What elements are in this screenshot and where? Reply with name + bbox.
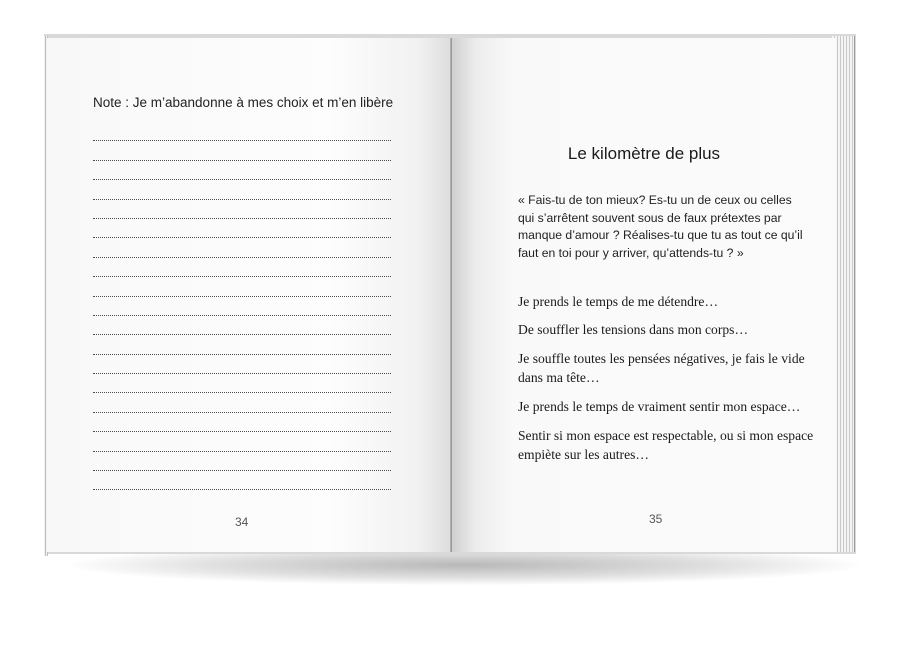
right-page — [452, 38, 836, 552]
body-paragraph: De souffler les tensions dans mon corps… — [518, 322, 749, 337]
dotted-writing-line — [93, 258, 391, 277]
dotted-writing-line — [93, 393, 391, 412]
intro-quote: « Fais-tu de ton mieux? Es-tu un de ceux ou celles qui s’arrêtent souvent sous de faux prétextes par manque d’amour ? Réalises-tu que tu as tout ce qu’il faut en toi pour y arriver, qu’attends-tu ? » — [518, 193, 803, 260]
dotted-writing-line — [93, 374, 391, 393]
dotted-writing-line — [93, 355, 391, 374]
dotted-writing-line — [93, 413, 391, 432]
dotted-writing-line — [93, 316, 391, 335]
dotted-writing-line — [93, 122, 391, 141]
dotted-writing-line — [93, 432, 391, 451]
left-page — [47, 38, 452, 552]
dotted-writing-line — [93, 141, 391, 160]
body-paragraph: Je prends le temps de me détendre… — [518, 294, 719, 309]
dotted-writing-line — [93, 200, 391, 219]
dotted-writing-line — [93, 219, 391, 238]
dotted-writing-line — [93, 161, 391, 180]
body-paragraph: Je souffle toutes les pensées négatives, je fais le vide dans ma tête… — [518, 351, 805, 385]
body-paragraph: Je prends le temps de vraiment sentir mon espace… — [518, 399, 801, 414]
page-number-left: 34 — [235, 515, 249, 529]
chapter-title: Le kilomètre de plus — [567, 144, 721, 163]
dotted-writing-line — [93, 277, 391, 296]
dotted-writing-line — [93, 335, 391, 354]
writing-lines — [93, 122, 391, 490]
dotted-writing-line — [93, 452, 391, 471]
dotted-writing-line — [93, 180, 391, 199]
dotted-writing-line — [93, 471, 391, 490]
body-paragraph: Sentir si mon espace est respectable, ou si mon espace empiète sur les autres… — [518, 428, 814, 462]
note-heading: Note : Je m’abandonne à mes choix et m’en libère — [93, 95, 394, 110]
dotted-writing-line — [93, 238, 391, 257]
dotted-writing-line — [93, 297, 391, 316]
page-number-right: 35 — [649, 512, 663, 526]
